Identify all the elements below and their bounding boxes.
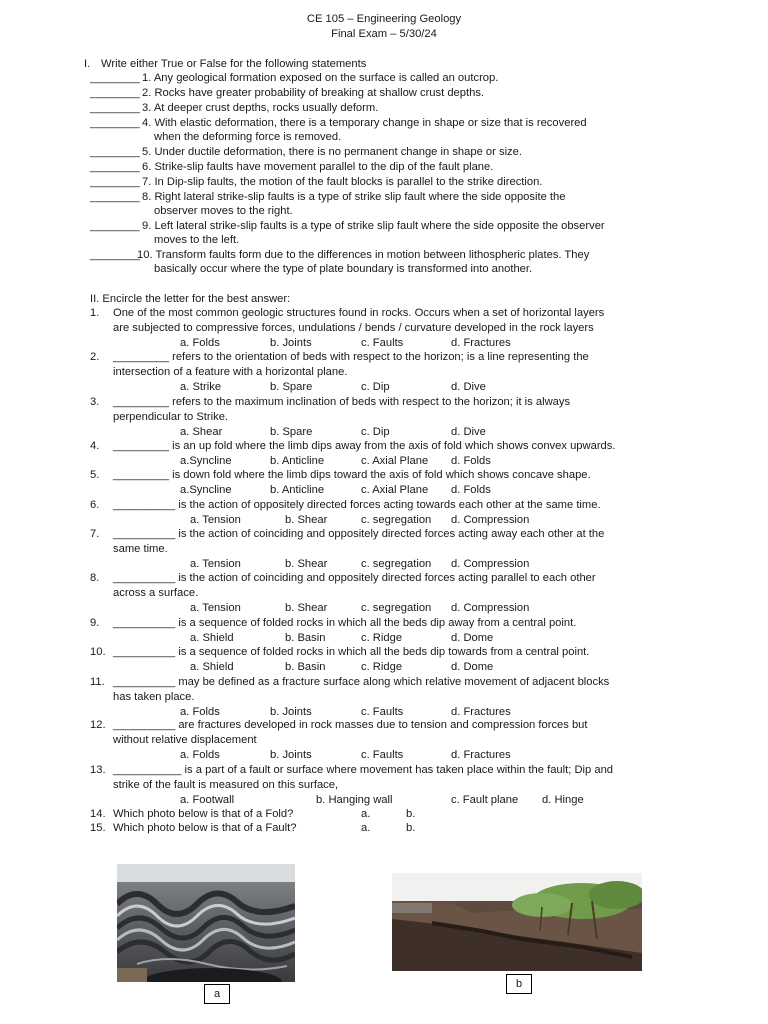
mcq-choice[interactable]: a. Folds bbox=[180, 336, 220, 349]
tf-item-8-text: 8. Right lateral strike-slip faults is a type of strike slip fault where the side opposite the bbox=[142, 191, 566, 203]
mcq-number: 14. bbox=[90, 808, 106, 820]
mcq-choice[interactable]: c. Ridge bbox=[361, 631, 403, 644]
mcq-choice[interactable]: a. Tension bbox=[190, 601, 241, 614]
mcq-choice[interactable]: d. Fractures bbox=[451, 705, 511, 718]
mcq-choice[interactable]: b. Shear bbox=[285, 513, 328, 526]
mcq-question-text: perpendicular to Strike. bbox=[113, 410, 229, 423]
mcq-choice[interactable]: a.Syncline bbox=[180, 454, 232, 467]
tf-item-9-text: 9. Left lateral strike-slip faults is a type of strike slip fault where the side opposite the observer bbox=[142, 220, 605, 232]
part-1-heading: Write either True or False for the following statements bbox=[101, 58, 367, 70]
mcq-question-text: __________ is a sequence of folded rocks in which all the beds dip towards from a central point. bbox=[113, 646, 590, 658]
mcq-choice[interactable]: d. Compression bbox=[451, 557, 530, 570]
mcq-number: 13. bbox=[90, 764, 106, 776]
mcq-number: 11. bbox=[90, 676, 105, 688]
mcq-choice[interactable]: a. bbox=[361, 822, 371, 834]
mcq-choice[interactable]: c. segregation bbox=[361, 557, 432, 570]
answer-blank[interactable]: ________ bbox=[90, 102, 140, 114]
mcq-choice[interactable]: b. Joints bbox=[270, 748, 312, 761]
photo-b-label: b bbox=[506, 974, 532, 994]
tf-item-6 bbox=[90, 160, 140, 175]
mcq-choice[interactable]: c. segregation bbox=[361, 601, 432, 614]
mcq-choice[interactable]: b. Anticline bbox=[270, 454, 325, 467]
mcq-choice[interactable]: a. Folds bbox=[180, 705, 220, 718]
mcq-question-text: Which photo below is that of a Fold? bbox=[113, 808, 294, 820]
mcq-question-text: _________ is an up fold where the limb dips away from the axis of fold which shows convex upwards. bbox=[113, 440, 616, 452]
tf-item-9 bbox=[90, 219, 140, 234]
mcq-choice[interactable]: b. Shear bbox=[285, 601, 328, 614]
mcq-question-text: across a surface. bbox=[113, 586, 199, 599]
mcq-choice[interactable]: a. Shield bbox=[190, 631, 234, 644]
mcq-choice[interactable]: d. Folds bbox=[451, 483, 491, 496]
tf-item-9-text-cont: moves to the left. bbox=[154, 234, 240, 246]
part-2-heading: II. Encircle the letter for the best answer: bbox=[90, 293, 291, 305]
tf-item-10 bbox=[90, 248, 140, 263]
mcq-choice[interactable]: b. bbox=[406, 808, 416, 820]
tf-item-6-text: 6. Strike-slip faults have movement parallel to the dip of the fault plane. bbox=[142, 161, 494, 173]
mcq-choice[interactable]: b. Joints bbox=[270, 336, 312, 349]
mcq-number: 8. bbox=[90, 572, 100, 584]
mcq-number: 4. bbox=[90, 440, 100, 452]
mcq-question-text: strike of the fault is measured on this surface, bbox=[113, 778, 339, 791]
answer-blank[interactable]: ________ bbox=[90, 191, 140, 203]
mcq-choice[interactable]: d. Compression bbox=[451, 601, 530, 614]
course-title: CE 105 – Engineering Geology bbox=[306, 13, 462, 25]
answer-blank[interactable]: ________ bbox=[90, 176, 140, 188]
mcq-choice[interactable]: a. Tension bbox=[190, 557, 241, 570]
mcq-choice[interactable]: c. Faults bbox=[361, 705, 404, 718]
mcq-question-text: _________ refers to the maximum inclination of beds with respect to the horizon; it is always bbox=[113, 396, 571, 408]
mcq-question-text: _________ is down fold where the limb dips toward the axis of fold which shows concave shape. bbox=[113, 469, 591, 481]
mcq-choice[interactable]: b. Basin bbox=[285, 660, 326, 673]
mcq-choice[interactable]: b. bbox=[406, 822, 416, 834]
mcq-question-text: One of the most common geologic structures found in rocks. Occurs when a set of horizontal layers bbox=[113, 307, 605, 319]
mcq-choice[interactable]: c. Dip bbox=[361, 425, 390, 438]
exam-title: Final Exam – 5/30/24 bbox=[331, 28, 437, 40]
mcq-question-text: without relative displacement bbox=[113, 733, 257, 746]
mcq-question-text: __________ is a sequence of folded rocks in which all the beds dip away from a central point. bbox=[113, 617, 577, 629]
mcq-choice[interactable]: a.Syncline bbox=[180, 483, 232, 496]
mcq-choice[interactable]: c. Fault plane bbox=[451, 793, 519, 806]
mcq-choice[interactable]: a. Shield bbox=[190, 660, 234, 673]
tf-item-8 bbox=[90, 190, 140, 205]
mcq-choice[interactable]: a. Shear bbox=[180, 425, 223, 438]
tf-item-5-text: 5. Under ductile deformation, there is no permanent change in shape or size. bbox=[142, 146, 522, 158]
mcq-choice[interactable]: d. Compression bbox=[451, 513, 530, 526]
mcq-question-text: Which photo below is that of a Fault? bbox=[113, 822, 297, 834]
mcq-choice[interactable]: a. Strike bbox=[180, 380, 222, 393]
mcq-choice[interactable]: a. Tension bbox=[190, 513, 241, 526]
mcq-number: 1. bbox=[90, 307, 100, 319]
fault-ground-image bbox=[392, 873, 642, 971]
tf-item-7-text: 7. In Dip-slip faults, the motion of the fault blocks is parallel to the strike direction. bbox=[142, 176, 543, 188]
mcq-question-text: are subjected to compressive forces, undulations / bends / curvature developed in the rock layers bbox=[113, 321, 594, 334]
mcq-choice[interactable]: d. Dome bbox=[451, 660, 494, 673]
mcq-question-text: __________ is the action of coinciding and oppositely directed forces acting parallel to each other bbox=[113, 572, 596, 584]
tf-item-3 bbox=[90, 101, 140, 116]
tf-item-1 bbox=[90, 71, 140, 86]
mcq-choice[interactable]: d. Hinge bbox=[542, 793, 584, 806]
mcq-question-text: __________ is the action of coinciding and oppositely directed forces acting away each other at the bbox=[113, 528, 605, 540]
mcq-choice[interactable]: a. bbox=[361, 808, 371, 820]
mcq-question-text: _________ refers to the orientation of beds with respect to the horizon; is a line representing the bbox=[113, 351, 589, 363]
mcq-number: 12. bbox=[90, 719, 106, 731]
mcq-choice[interactable]: c. Axial Plane bbox=[361, 483, 429, 496]
mcq-choice[interactable]: b. Spare bbox=[270, 380, 313, 393]
mcq-number: 3. bbox=[90, 396, 100, 408]
mcq-number: 2. bbox=[90, 351, 100, 363]
mcq-choice[interactable]: c. Axial Plane bbox=[361, 454, 429, 467]
photo-b-fault bbox=[392, 873, 642, 971]
mcq-choice[interactable]: b. Anticline bbox=[270, 483, 325, 496]
mcq-question-text: __________ are fractures developed in rock masses due to tension and compression forces but bbox=[113, 719, 588, 731]
tf-item-5 bbox=[90, 145, 140, 160]
mcq-choice[interactable]: c. Dip bbox=[361, 380, 390, 393]
mcq-question-text: __________ is the action of oppositely directed forces acting towards each other at the same time. bbox=[113, 499, 601, 511]
tf-item-2-text: 2. Rocks have greater probability of breaking at shallow crust depths. bbox=[142, 87, 485, 99]
mcq-choice[interactable]: d. Dive bbox=[451, 425, 486, 438]
mcq-choice[interactable]: b. Shear bbox=[285, 557, 328, 570]
mcq-number: 5. bbox=[90, 469, 100, 481]
mcq-choice[interactable]: c. Ridge bbox=[361, 660, 403, 673]
fold-rock-image bbox=[117, 864, 295, 982]
mcq-number: 9. bbox=[90, 617, 100, 629]
tf-item-4-text-cont: when the deforming force is removed. bbox=[154, 131, 342, 143]
mcq-number: 10. bbox=[90, 646, 106, 658]
tf-item-2 bbox=[90, 86, 140, 101]
part-1-number: I. bbox=[84, 58, 91, 70]
answer-blank[interactable]: ________ bbox=[90, 72, 140, 84]
mcq-choice[interactable]: b. Basin bbox=[285, 631, 326, 644]
answer-blank[interactable]: ________ bbox=[90, 117, 140, 129]
mcq-choice[interactable]: b. Joints bbox=[270, 705, 312, 718]
mcq-question-text: same time. bbox=[113, 542, 168, 555]
mcq-choice[interactable]: a. Folds bbox=[180, 748, 220, 761]
photo-a-fold bbox=[117, 864, 295, 982]
mcq-choice[interactable]: d. Fractures bbox=[451, 748, 511, 761]
mcq-choice[interactable]: c. segregation bbox=[361, 513, 432, 526]
mcq-question-text: ___________ is a part of a fault or surface where movement has taken place within the fault; Dip and bbox=[113, 764, 614, 776]
mcq-question-text: __________ may be defined as a fracture surface along which relative movement of adjacent blocks bbox=[113, 676, 610, 688]
tf-item-1-text: 1. Any geological formation exposed on the surface is called an outcrop. bbox=[142, 72, 499, 84]
tf-item-10-text: 10. Transform faults form due to the differences in motion between lithospheric plates. They bbox=[137, 249, 590, 261]
tf-item-4 bbox=[90, 116, 140, 131]
photo-a-label: a bbox=[204, 984, 230, 1004]
answer-blank[interactable]: ________ bbox=[90, 87, 140, 99]
mcq-choice[interactable]: d. Dive bbox=[451, 380, 486, 393]
mcq-choice[interactable]: d. Folds bbox=[451, 454, 491, 467]
mcq-choice[interactable]: b. Hanging wall bbox=[316, 793, 393, 806]
mcq-number: 6. bbox=[90, 499, 100, 511]
answer-blank[interactable]: ________ bbox=[90, 249, 140, 261]
answer-blank[interactable]: ________ bbox=[90, 220, 140, 232]
mcq-choice[interactable]: d. Fractures bbox=[451, 336, 511, 349]
answer-blank[interactable]: ________ bbox=[90, 146, 140, 158]
tf-item-4-text: 4. With elastic deformation, there is a temporary change in shape or size that is recovered bbox=[142, 117, 587, 129]
mcq-choice[interactable]: c. Faults bbox=[361, 336, 404, 349]
tf-item-8-text-cont: observer moves to the right. bbox=[154, 205, 293, 217]
mcq-question-text: has taken place. bbox=[113, 690, 195, 703]
mcq-choice[interactable]: b. Spare bbox=[270, 425, 313, 438]
mcq-question-text: intersection of a feature with a horizontal plane. bbox=[113, 365, 348, 378]
mcq-choice[interactable]: c. Faults bbox=[361, 748, 404, 761]
answer-blank[interactable]: ________ bbox=[90, 161, 140, 173]
mcq-number: 7. bbox=[90, 528, 100, 540]
mcq-number: 15. bbox=[90, 822, 106, 834]
mcq-choice[interactable]: d. Dome bbox=[451, 631, 494, 644]
tf-item-3-text: 3. At deeper crust depths, rocks usually deform. bbox=[142, 102, 379, 114]
mcq-choice[interactable]: a. Footwall bbox=[180, 793, 235, 806]
tf-item-7 bbox=[90, 175, 140, 190]
tf-item-10-text-cont: basically occur where the type of plate boundary is transformed into another. bbox=[154, 263, 533, 275]
